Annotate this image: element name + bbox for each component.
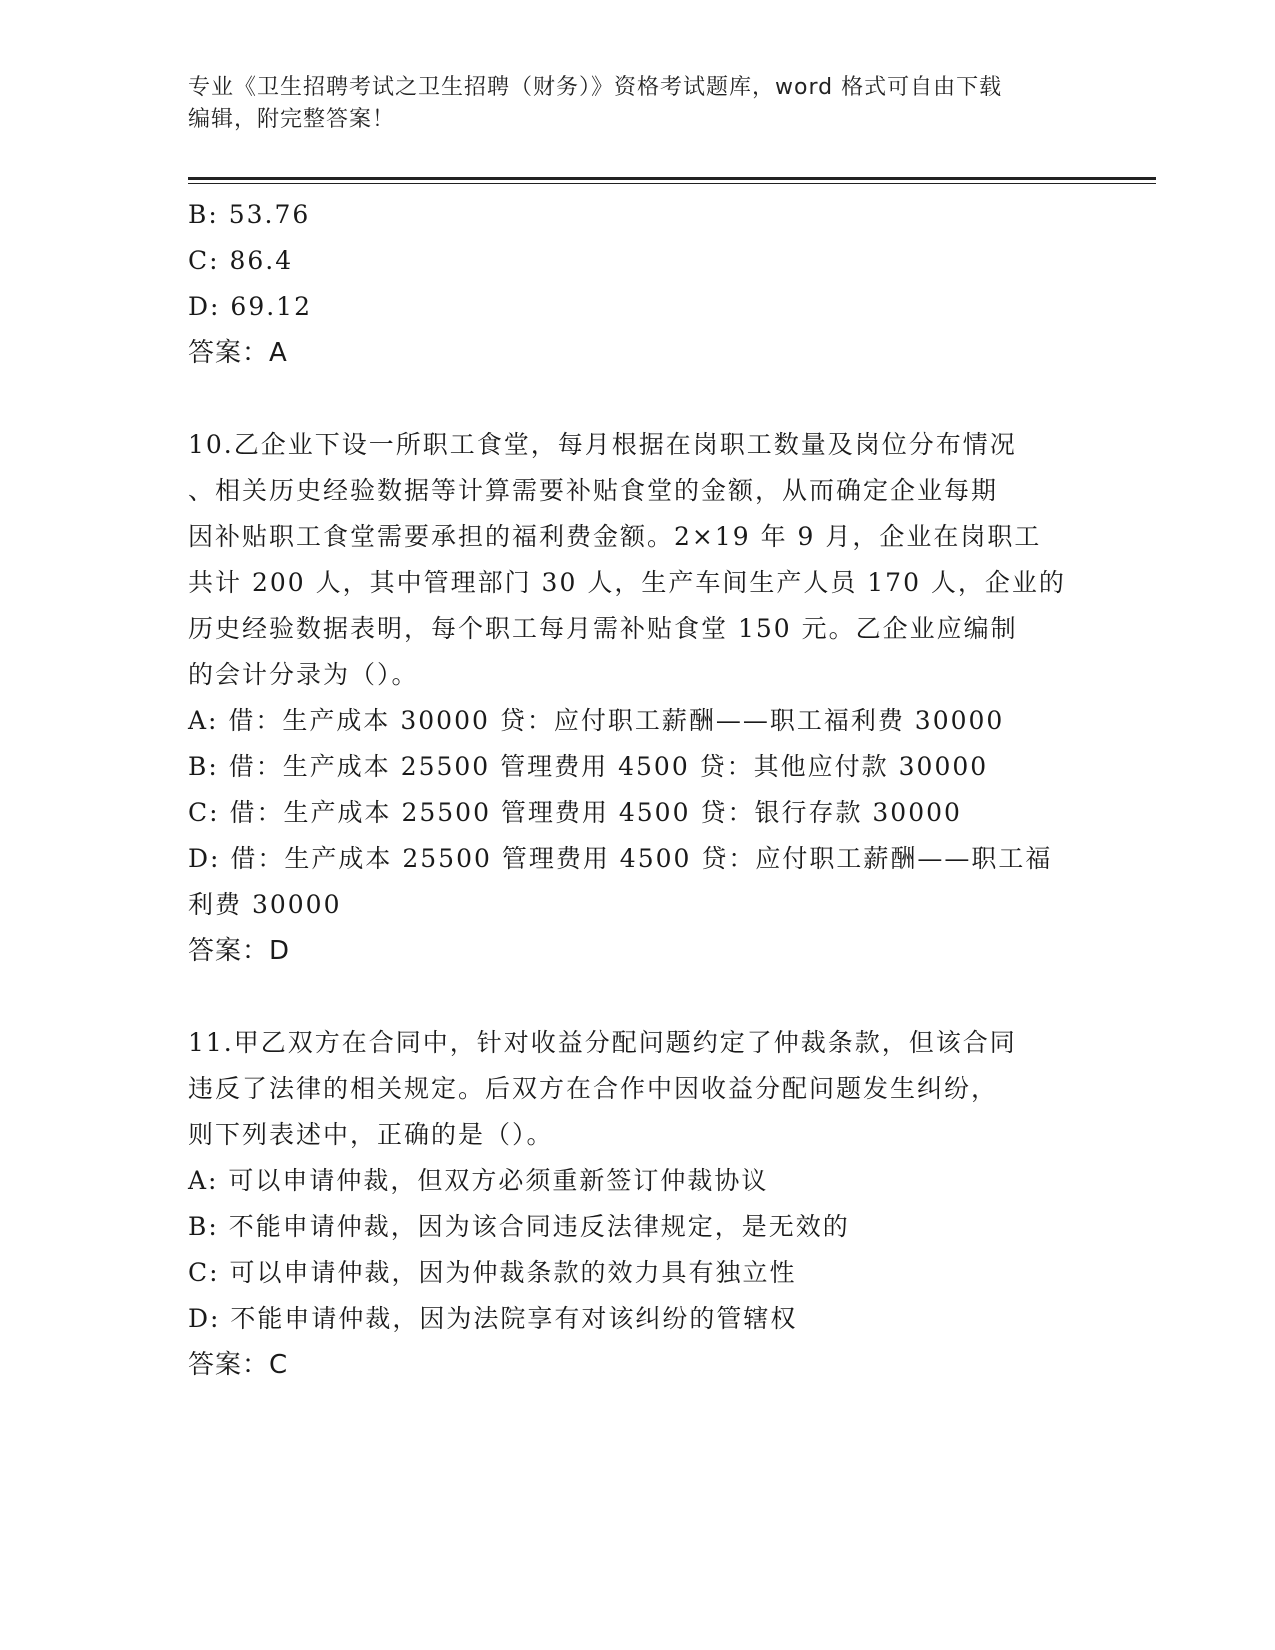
q11-line-1: 11.甲乙双方在合同中，针对收益分配问题约定了仲裁条款，但该合同 [188, 1028, 1017, 1057]
q11-answer: 答案：C [188, 1350, 289, 1380]
prev-question-block [188, 192, 1088, 376]
q10-line-3: 因补贴职工食堂需要承担的福利费金额。2×19 年 9 月，企业在岗职工 [188, 522, 1042, 551]
q10-line-5: 历史经验数据表明，每个职工每月需补贴食堂 150 元。乙企业应编制 [188, 614, 1018, 643]
question-11-block [188, 1020, 1088, 1388]
q10-option-a: A: 借：生产成本 30000 贷：应付职工薪酬——职工福利费 30000 [188, 706, 1005, 735]
spacer [188, 974, 1088, 1020]
q10-option-d: D: 借：生产成本 25500 管理费用 4500 贷：应付职工薪酬——职工福 [188, 844, 1053, 873]
document-header [188, 72, 1088, 136]
q11-option-a: A: 可以申请仲裁，但双方必须重新签订仲裁协议 [188, 1166, 769, 1195]
prev-answer: 答案：A [188, 338, 288, 368]
q11-option-c: C: 可以申请仲裁，因为仲裁条款的效力具有独立性 [188, 1258, 797, 1287]
header-line-1: 专业《卫生招聘考试之卫生招聘（财务）》资格考试题库，word 格式可自由下载 [188, 75, 1003, 100]
q10-option-d-cont: 利费 30000 [188, 890, 342, 919]
header-divider-thick [188, 177, 1156, 180]
question-content [188, 192, 1088, 1388]
q10-line-6: 的会计分录为（）。 [188, 660, 419, 689]
q10-option-c: C: 借：生产成本 25500 管理费用 4500 贷：银行存款 30000 [188, 798, 962, 827]
header-divider-thin [188, 183, 1156, 184]
q11-option-b: B: 不能申请仲裁，因为该合同违反法律规定，是无效的 [188, 1212, 850, 1241]
spacer [188, 376, 1088, 422]
q10-line-1: 10.乙企业下设一所职工食堂，每月根据在岗职工数量及岗位分布情况 [188, 430, 1017, 459]
q11-line-3: 则下列表述中，正确的是（）。 [188, 1120, 554, 1149]
header-line-2: 编辑，附完整答案！ [188, 107, 396, 132]
prev-option-c: C: 86.4 [188, 246, 294, 275]
q10-line-4: 共计 200 人，其中管理部门 30 人，生产车间生产人员 170 人，企业的 [188, 568, 1066, 597]
q10-line-2: 、相关历史经验数据等计算需要补贴食堂的金额，从而确定企业每期 [188, 476, 999, 505]
q11-line-2: 违反了法律的相关规定。后双方在合作中因收益分配问题发生纠纷， [188, 1074, 999, 1103]
q11-option-d: D: 不能申请仲裁，因为法院享有对该纠纷的管辖权 [188, 1304, 798, 1333]
prev-option-d: D: 69.12 [188, 292, 312, 321]
q10-option-b: B: 借：生产成本 25500 管理费用 4500 贷：其他应付款 30000 [188, 752, 989, 781]
q10-answer: 答案：D [188, 936, 291, 966]
prev-option-b: B: 53.76 [188, 200, 311, 229]
question-10-block [188, 422, 1088, 974]
